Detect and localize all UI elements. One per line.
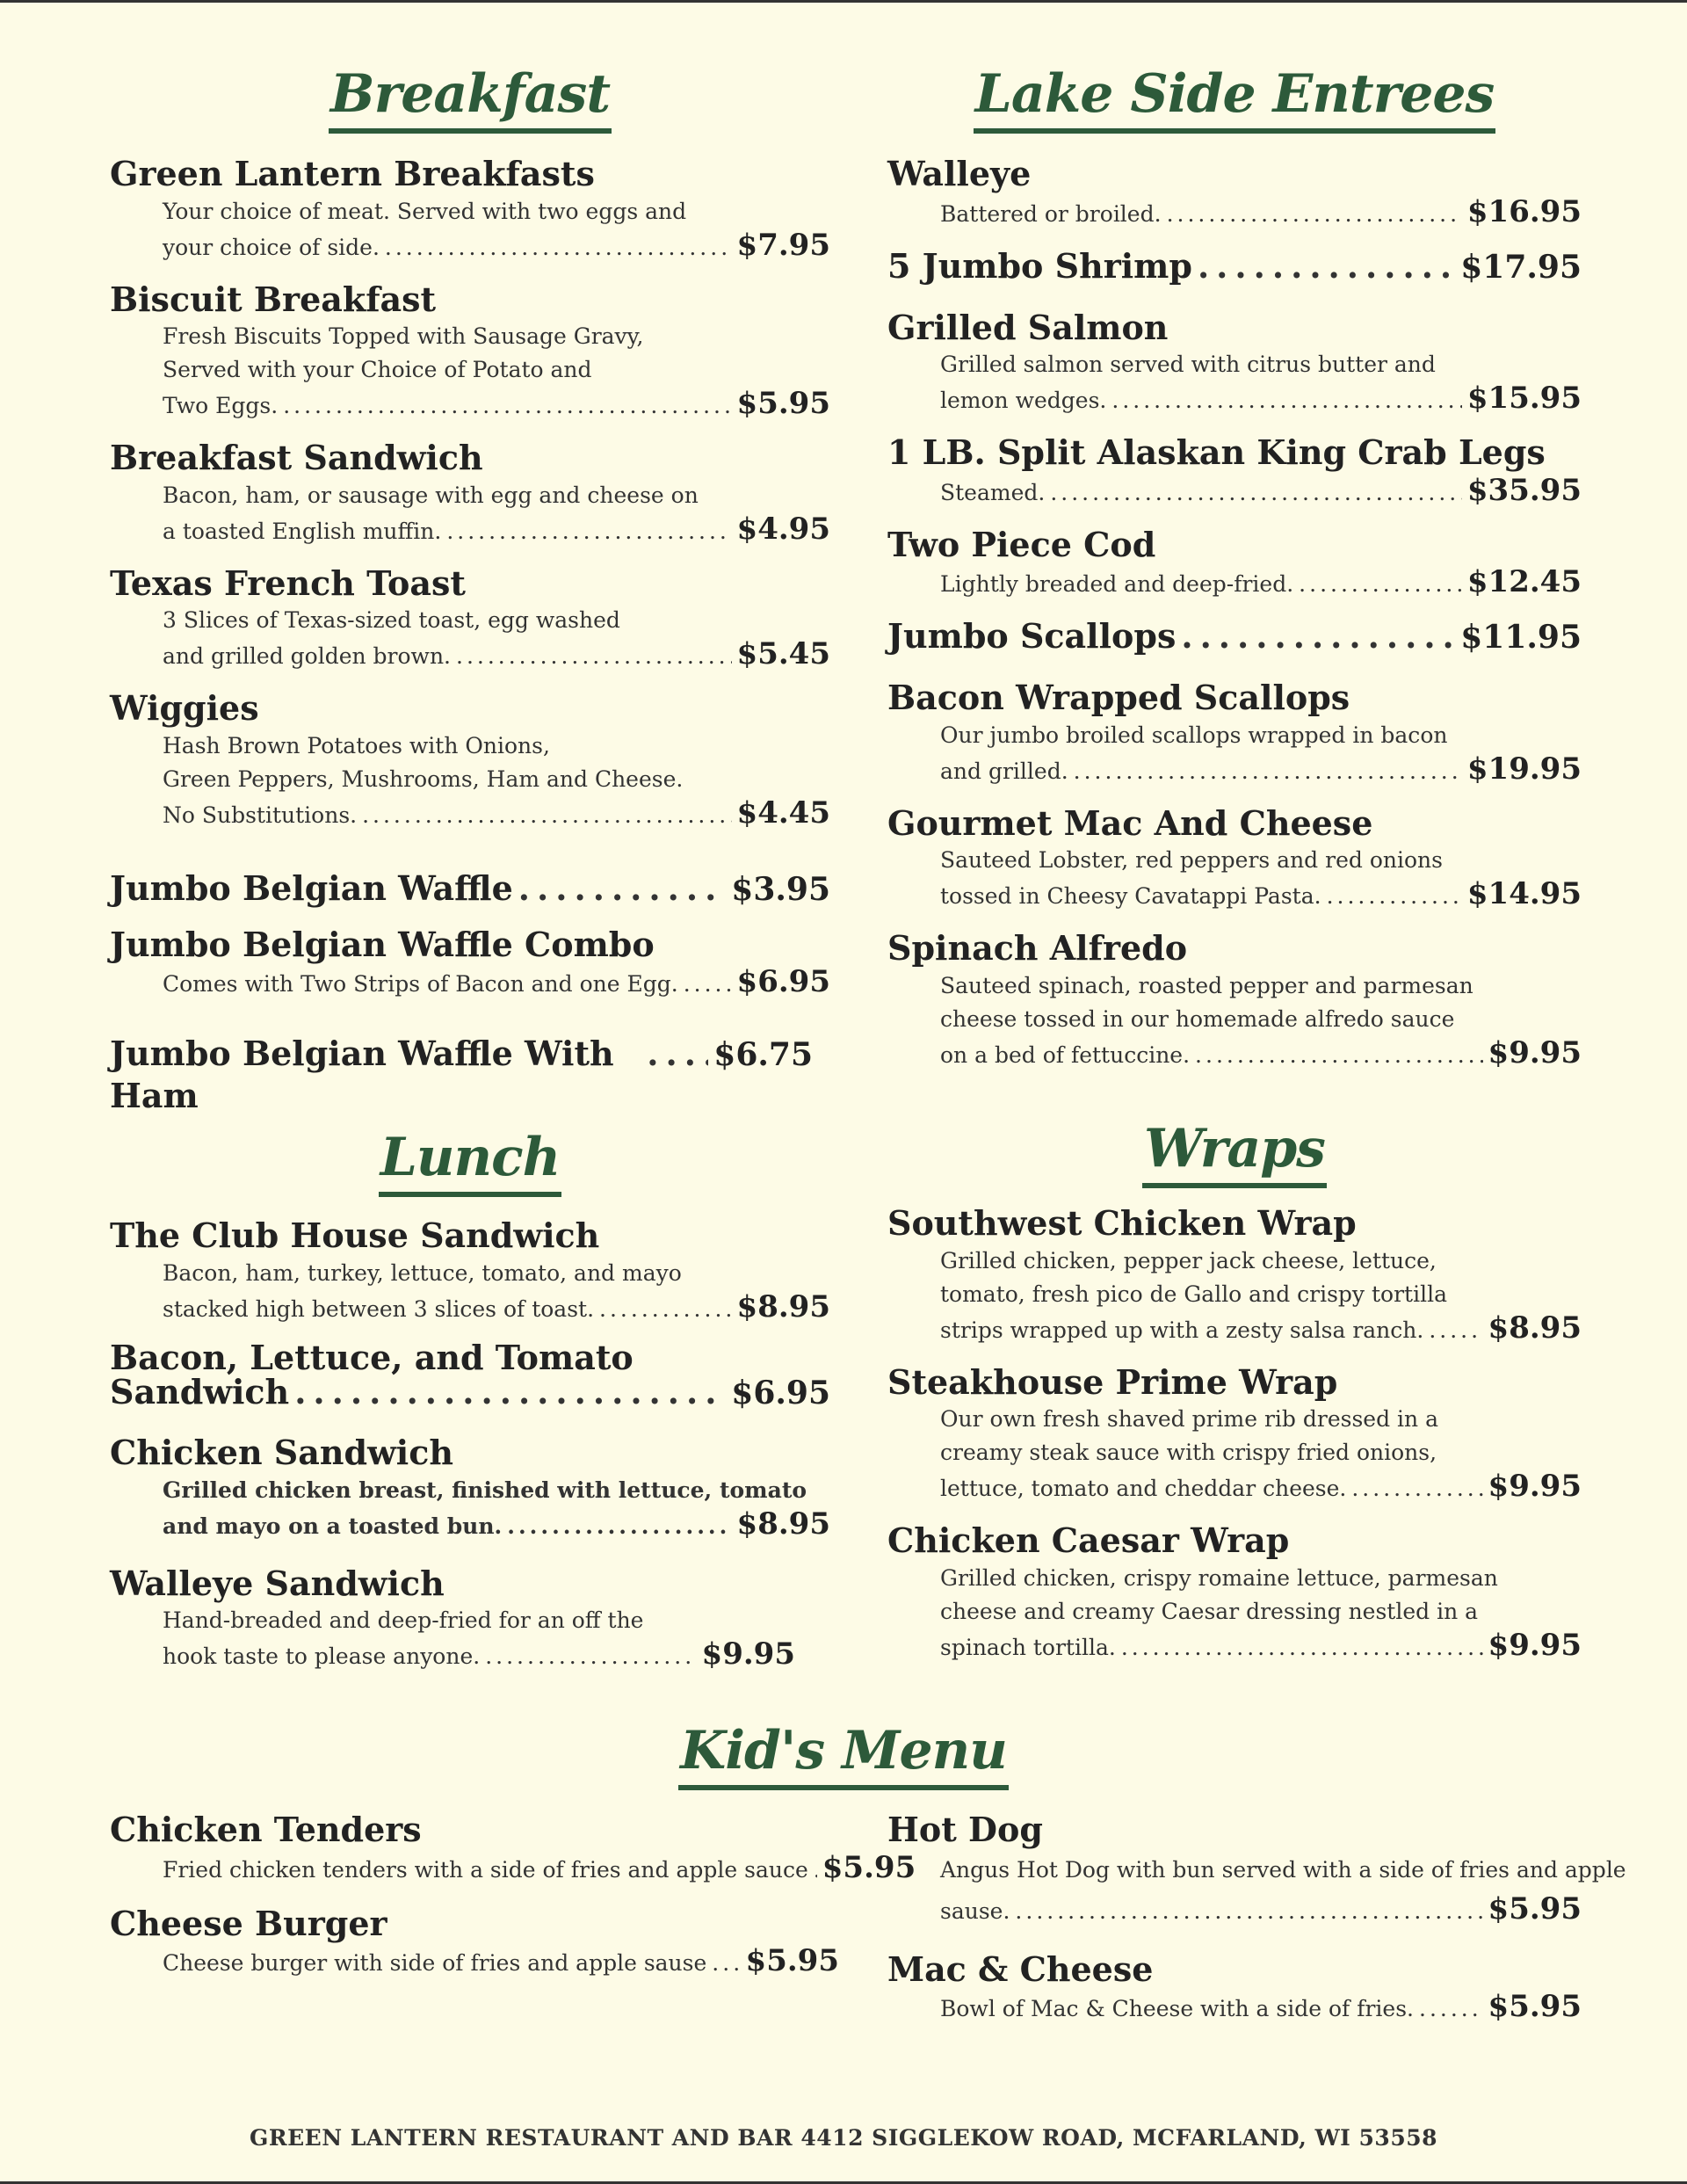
item-name: Grilled Salmon xyxy=(887,307,1169,347)
item-description xyxy=(940,348,1582,417)
item-name: Texas French Toast xyxy=(110,562,466,603)
menu-item xyxy=(110,867,830,910)
kids-menu-title: Kid's Menu xyxy=(678,1721,1009,1790)
item-price: $19.95 xyxy=(1466,751,1582,787)
item-name: Spinach Alfredo xyxy=(887,928,1188,968)
menu-item xyxy=(110,1563,830,1674)
menu-item xyxy=(110,153,830,265)
item-name: The Club House Sandwich xyxy=(110,1215,600,1255)
restaurant-address-footer: GREEN LANTERN RESTAURANT AND BAR 4412 SIGGLEKOW ROAD, MCFARLAND, WI 53558 xyxy=(249,2125,1438,2151)
item-description xyxy=(163,1944,839,1980)
lunch-title: Lunch xyxy=(379,1128,562,1197)
item-description xyxy=(940,474,1582,510)
desc-line: on a bed of fettuccine. xyxy=(940,1041,1191,1068)
item-price: $5.95 xyxy=(1488,1989,1582,2024)
menu-item xyxy=(887,802,1582,914)
breakfast-section xyxy=(110,64,830,1130)
item-price: $4.45 xyxy=(736,795,830,831)
item-price: $4.95 xyxy=(736,511,830,547)
desc-line: and grilled. xyxy=(940,758,1068,784)
item-name: Walleye xyxy=(887,154,1032,193)
desc-line: Lightly breaded and deep-fried. xyxy=(940,571,1294,597)
item-name: 5 Jumbo Shrimp xyxy=(887,245,1192,286)
item-price: $35.95 xyxy=(1466,472,1582,508)
item-price: $8.95 xyxy=(736,1506,830,1542)
item-price: $15.95 xyxy=(1466,381,1582,416)
menu-item xyxy=(110,1903,839,1981)
desc-line: Sauteed Lobster, red peppers and red onions xyxy=(940,847,1443,873)
desc-line: Hash Brown Potatoes with Onions, xyxy=(163,732,550,758)
menu-item xyxy=(887,1361,1582,1506)
item-name: Breakfast Sandwich xyxy=(110,438,483,477)
menu-item xyxy=(887,307,1582,418)
item-price: $14.95 xyxy=(1466,876,1582,911)
menu-item xyxy=(887,245,1582,287)
item-price: $9.95 xyxy=(701,1636,795,1672)
item-name: Sandwich xyxy=(110,1372,290,1412)
menu-item xyxy=(887,524,1582,602)
desc-line: spinach tortilla. xyxy=(940,1634,1116,1660)
desc-line: Bowl of Mac & Cheese with a side of fries. xyxy=(940,1996,1414,2021)
item-name: Chicken Tenders xyxy=(110,1810,422,1849)
desc-line: cheese and creamy Caesar dressing nestled in a xyxy=(940,1598,1479,1624)
desc-line: Our jumbo broiled scallops wrapped in bacon xyxy=(940,722,1448,748)
item-name: Gourmet Mac And Cheese xyxy=(887,802,1373,843)
item-price: $9.95 xyxy=(1488,1034,1582,1070)
desc-line: Grilled chicken, crispy romaine lettuce, parmesan xyxy=(940,1564,1498,1591)
item-description xyxy=(163,604,830,673)
entrees-section xyxy=(887,64,1582,1086)
desc-line: stacked high between 3 slices of toast. xyxy=(163,1295,595,1322)
kids-menu-header xyxy=(0,1721,1687,1790)
menu-item xyxy=(110,1432,830,1543)
menu-item xyxy=(110,562,830,674)
item-name: Green Lantern Breakfasts xyxy=(110,154,595,193)
item-name: Southwest Chicken Wrap xyxy=(887,1203,1357,1243)
desc-line: lettuce, tomato and cheddar cheese. xyxy=(940,1476,1347,1501)
item-price: $6.95 xyxy=(731,1375,830,1412)
item-price: $12.45 xyxy=(1466,564,1582,599)
menu-item xyxy=(110,1337,830,1412)
desc-line: Green Peppers, Mushrooms, Ham and Cheese. xyxy=(163,765,684,792)
desc-line: and grilled golden brown. xyxy=(163,643,451,669)
item-description xyxy=(940,195,1582,231)
item-name: Walleye Sandwich xyxy=(110,1563,445,1603)
entrees-title: Lake Side Entrees xyxy=(974,64,1496,134)
item-description xyxy=(163,729,830,832)
wraps-title: Wraps xyxy=(1142,1119,1327,1188)
desc-line: Bacon, ham, turkey, lettuce, tomato, and mayo xyxy=(163,1259,682,1286)
menu-item xyxy=(887,927,1582,1072)
item-description xyxy=(940,719,1582,788)
lunch-section xyxy=(110,1128,830,1687)
item-description xyxy=(940,969,1582,1072)
desc-line: Two Eggs. xyxy=(163,393,279,418)
desc-line: 3 Slices of Texas-sized toast, egg washed xyxy=(163,607,620,633)
menu-item xyxy=(887,153,1582,231)
item-name: Bacon Wrapped Scallops xyxy=(887,678,1350,717)
item-price: $8.95 xyxy=(1488,1310,1582,1346)
menu-item xyxy=(887,677,1582,788)
desc-line: tomato, fresh pico de Gallo and crispy tortilla xyxy=(940,1281,1447,1307)
desc-line: Grilled chicken, pepper jack cheese, lettuce, xyxy=(940,1247,1437,1273)
item-description xyxy=(940,1851,1626,1931)
item-price: $17.95 xyxy=(1460,248,1582,286)
desc-line: Cheese burger with side of fries and apple sause xyxy=(163,1950,707,1976)
item-price: $5.45 xyxy=(736,636,830,671)
item-description xyxy=(940,1562,1582,1665)
item-price: $6.95 xyxy=(736,964,830,999)
menu-item xyxy=(110,687,830,832)
menu-item xyxy=(110,1215,830,1326)
kids-right-column xyxy=(887,1809,1626,2040)
item-price: $16.95 xyxy=(1466,193,1582,229)
desc-line: and mayo on a toasted bun. xyxy=(163,1513,503,1539)
desc-line: Steamed. xyxy=(940,479,1046,505)
menu-item xyxy=(887,432,1582,510)
item-description xyxy=(163,479,830,548)
item-name: Jumbo Scallops xyxy=(887,616,1177,656)
item-name: Mac & Cheese xyxy=(887,1948,1154,1989)
menu-item xyxy=(887,615,1582,657)
item-name: Wiggies xyxy=(110,688,259,728)
kids-left-column xyxy=(110,1809,916,1994)
item-name: Hot Dog xyxy=(887,1810,1043,1849)
menu-item xyxy=(110,279,830,424)
item-description xyxy=(163,1257,830,1326)
desc-line: lemon wedges. xyxy=(940,388,1107,413)
item-name: Cheese Burger xyxy=(110,1903,387,1943)
desc-line: Sauteed spinach, roasted pepper and parmesan xyxy=(940,972,1473,998)
item-price: $11.95 xyxy=(1460,619,1582,656)
desc-line: Grilled salmon served with citrus butter and xyxy=(940,352,1436,377)
item-description xyxy=(163,320,830,423)
item-name: Chicken Caesar Wrap xyxy=(887,1520,1290,1560)
item-description xyxy=(940,1403,1582,1506)
item-price: $5.95 xyxy=(745,1943,839,1978)
menu-item xyxy=(887,1948,1582,2027)
item-name: Chicken Sandwich xyxy=(110,1433,453,1473)
desc-line: creamy steak sauce with crispy fried onions, xyxy=(940,1440,1437,1465)
menu-item xyxy=(110,1809,916,1887)
breakfast-title: Breakfast xyxy=(329,64,612,134)
desc-line: Fresh Biscuits Topped with Sausage Gravy, xyxy=(163,323,644,349)
desc-line: a toasted English muffin. xyxy=(163,518,442,544)
item-description xyxy=(163,965,830,1001)
item-price: $5.95 xyxy=(736,386,830,421)
desc-line: hook taste to please anyone. xyxy=(163,1643,481,1670)
item-name: Two Piece Cod xyxy=(887,524,1156,564)
desc-line: strips wrapped up with a zesty salsa ranch. xyxy=(940,1317,1424,1343)
item-description xyxy=(163,1849,916,1887)
item-description xyxy=(163,195,830,265)
item-price: $5.95 xyxy=(822,1849,916,1885)
item-name: Steakhouse Prime Wrap xyxy=(887,1361,1338,1402)
item-description xyxy=(940,1244,1582,1347)
desc-line: Our own fresh shaved prime rib dressed in a xyxy=(940,1406,1438,1432)
item-price: $5.95 xyxy=(1488,1890,1582,1926)
menu-item xyxy=(110,1033,813,1116)
desc-line: Fried chicken tenders with a side of fries and apple sauce xyxy=(163,1856,808,1883)
desc-line: Served with your Choice of Potato and xyxy=(163,357,592,382)
desc-line: your choice of side. xyxy=(163,234,380,260)
item-price: $9.95 xyxy=(1488,1627,1582,1663)
item-name: Biscuit Breakfast xyxy=(110,279,437,319)
desc-line: Grilled chicken breast, finished with lettuce, tomato xyxy=(163,1477,807,1503)
item-price: $7.95 xyxy=(736,227,830,263)
item-description xyxy=(940,844,1582,913)
desc-line: Comes with Two Strips of Bacon and one Egg. xyxy=(163,971,678,997)
menu-item xyxy=(887,1202,1582,1347)
item-description xyxy=(163,1474,830,1543)
item-price: $8.95 xyxy=(736,1288,830,1324)
item-name: Bacon, Lettuce, and Tomato xyxy=(110,1337,634,1377)
desc-line: Hand-breaded and deep-fried for an off the xyxy=(163,1607,644,1634)
wraps-section xyxy=(887,1119,1582,1679)
item-price: $6.75 xyxy=(713,1036,813,1073)
item-name: Jumbo Belgian Waffle Combo xyxy=(110,924,655,964)
desc-line: cheese tossed in our homemade alfredo sauce xyxy=(940,1005,1455,1032)
desc-line: sause. xyxy=(940,1897,1010,1924)
item-description xyxy=(940,565,1582,601)
item-price: $3.95 xyxy=(731,870,830,908)
menu-item xyxy=(887,1809,1626,1931)
item-price: $9.95 xyxy=(1488,1469,1582,1504)
item-name: 1 LB. Split Alaskan King Crab Legs xyxy=(887,432,1546,472)
menu-item xyxy=(887,1520,1582,1665)
desc-line: Bacon, ham, or sausage with egg and cheese on xyxy=(163,482,699,508)
item-name: Jumbo Belgian Waffle xyxy=(110,867,513,908)
item-description xyxy=(940,1990,1582,2026)
menu-item xyxy=(110,437,830,548)
desc-line: No Substitutions. xyxy=(163,802,358,828)
desc-line: tossed in Cheesy Cavatappi Pasta. xyxy=(940,883,1321,909)
desc-line: Battered or broiled. xyxy=(940,200,1162,227)
desc-line: Your choice of meat. Served with two eggs and xyxy=(163,198,687,224)
desc-line: Angus Hot Dog with bun served with a side of fries and apple xyxy=(940,1856,1626,1883)
item-name: Jumbo Belgian Waffle With Ham xyxy=(110,1034,614,1115)
item-description xyxy=(163,1604,830,1673)
menu-item xyxy=(110,924,830,1002)
